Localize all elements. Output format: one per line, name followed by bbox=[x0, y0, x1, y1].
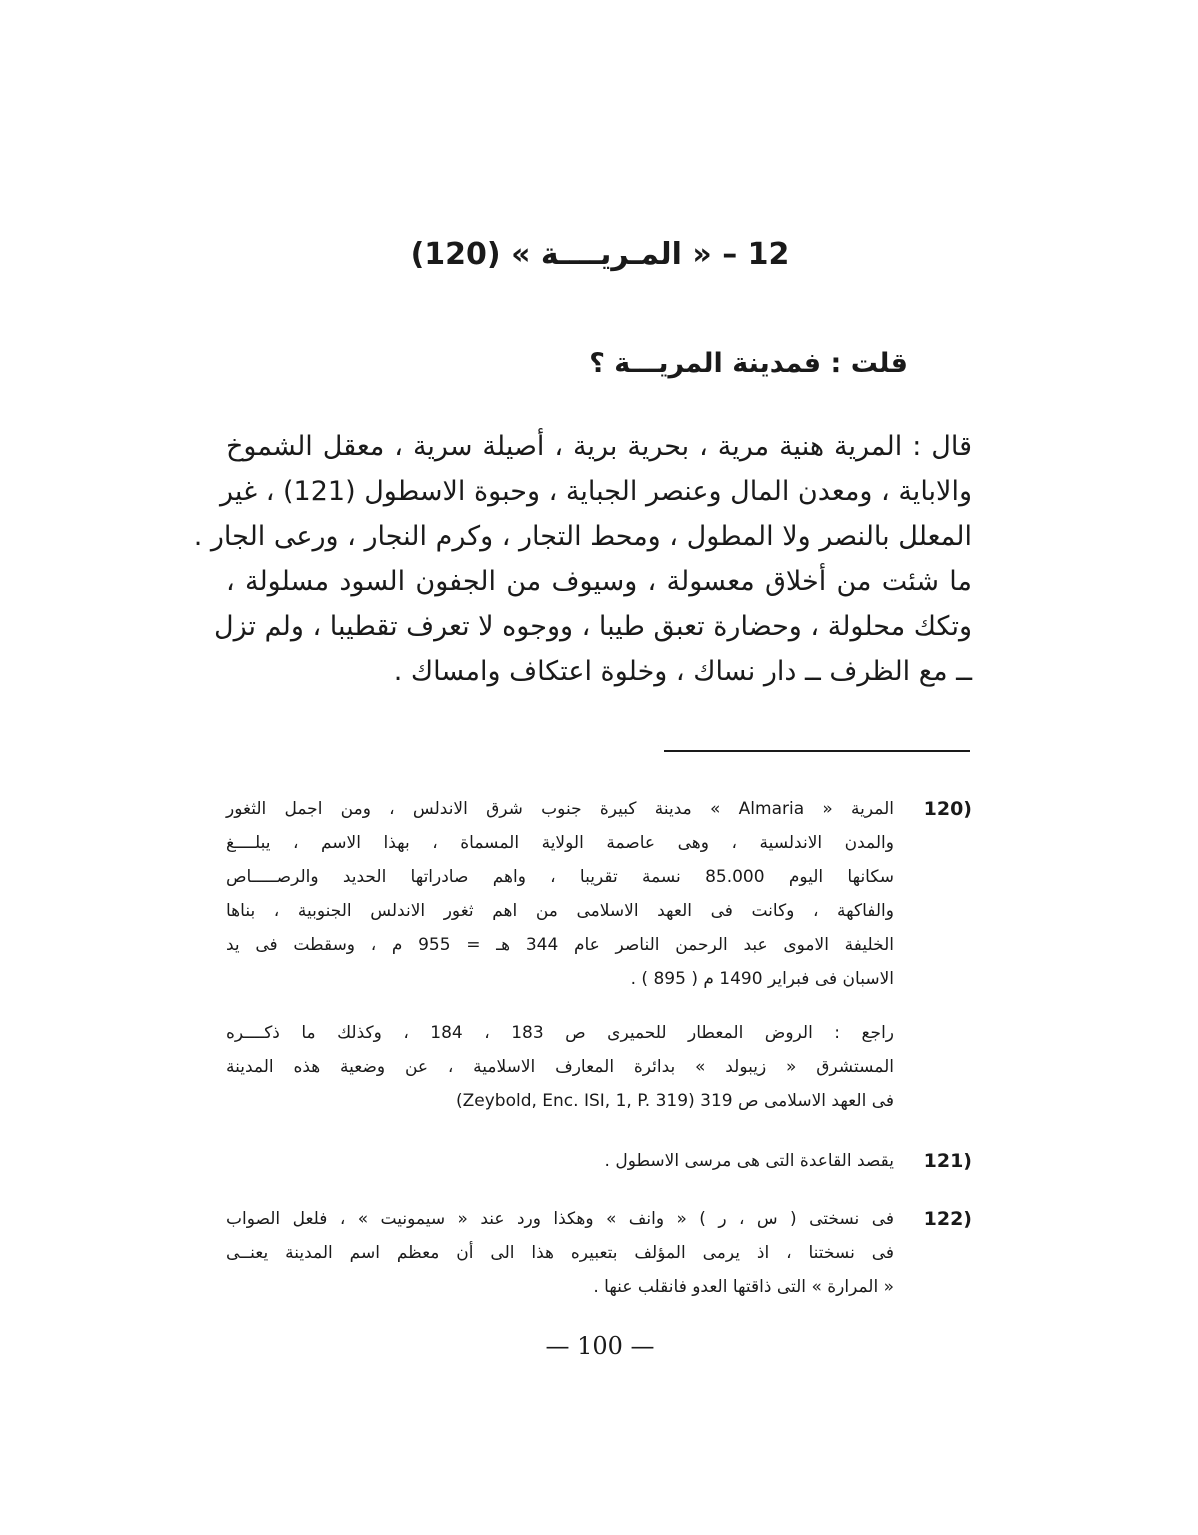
footnote-number: 122) bbox=[923, 1208, 972, 1230]
main-paragraph bbox=[193, 424, 972, 694]
footnote-number: 120) bbox=[923, 798, 972, 820]
footnote-line: فى نسختنا ، اذ يرمى المؤلف بتعبيره هذا الى أن معظم اسم المدينة يعنــى bbox=[226, 1243, 894, 1263]
footnote-line: سكانها اليوم 85.000 نسمة تقريبا ، واهم صادراتها الحديد والرصـــــاص bbox=[226, 867, 894, 887]
footnote-line: فى العهد الاسلامى ص 319 (Zeybold, Enc. ISI, 1, P. 319) bbox=[455, 1091, 894, 1111]
footnote-body bbox=[226, 1202, 894, 1304]
footnote-line: يقصد القاعدة التى هى مرسى الاسطول . bbox=[604, 1151, 894, 1171]
footnote-line: الخليفة الاموى عبد الرحمن الناصر عام 344 هـ = 955 م ، وسقطت فى يد bbox=[226, 935, 894, 955]
footnote-line: والمدن الاندلسية ، وهى عاصمة الولاية المسماة ، بهذا الاسم ، يبلــــغ bbox=[226, 833, 894, 853]
chapter-heading: 12 – « المـريــــة » (120) bbox=[410, 237, 790, 272]
main-text-line: ما شئت من أخلاق معسولة ، وسيوف من الجفون السود مسلولة ، bbox=[226, 566, 972, 597]
main-text-line: قال : المرية هنية مرية ، بحرية برية ، أصيلة سرية ، معقل الشموخ bbox=[226, 431, 972, 462]
footnote-line: راجع : الروض المعطار للحميرى ص 183 ، 184 ، وكذلك ما ذكــــره bbox=[226, 1023, 894, 1043]
footnote-number: 121) bbox=[923, 1150, 972, 1172]
footnote-continuation bbox=[226, 1016, 894, 1118]
footnote-line: المرية « Almaria » مدينة كبيرة جنوب شرق الاندلس ، ومن اجمل الثغور bbox=[226, 799, 894, 819]
footnote-separator-rule bbox=[664, 750, 970, 752]
main-text-line: المعلل بالنصر ولا المطول ، ومحط التجار ، وكرم النجار ، ورعى الجار . bbox=[193, 521, 972, 552]
footnote-line: فى نسختى ( س ، ر ) « وانف » وهكذا ورد عند « سيمونيت » ، فلعل الصواب bbox=[226, 1209, 894, 1229]
footnote-line: الاسبان فى فبراير 1490 م ( 895 ) . bbox=[630, 969, 894, 989]
footnote-line: « المرارة » التى ذاقتها العدو فانقلب عنها . bbox=[593, 1277, 894, 1297]
footnote-body bbox=[226, 1144, 894, 1178]
footnote-line: والفاكهة ، وكانت فى العهد الاسلامى من اهم ثغور الاندلس الجنوبية ، بناها bbox=[226, 901, 894, 921]
footnote-body bbox=[226, 792, 894, 996]
page-number: — 100 — bbox=[545, 1332, 655, 1360]
main-text-line: ــ مع الظرف ــ دار نساك ، وخلوة اعتكاف وامساك . bbox=[393, 656, 972, 687]
footnote-line: المستشرق « زيبولد » بدائرة المعارف الاسلامية ، عن وضعية هذه المدينة bbox=[226, 1057, 894, 1077]
main-text-line: وتكك محلولة ، وحضارة تعبق طيبا ، ووجوه لا تعرف تقطيبا ، ولم تزل bbox=[214, 611, 972, 642]
main-text-line: والاباية ، ومعدن المال وعنصر الجباية ، وحبوة الاسطول (121) ، غير bbox=[219, 476, 972, 507]
question-line: قلت : فمدينة المريـــة ؟ bbox=[589, 348, 908, 379]
